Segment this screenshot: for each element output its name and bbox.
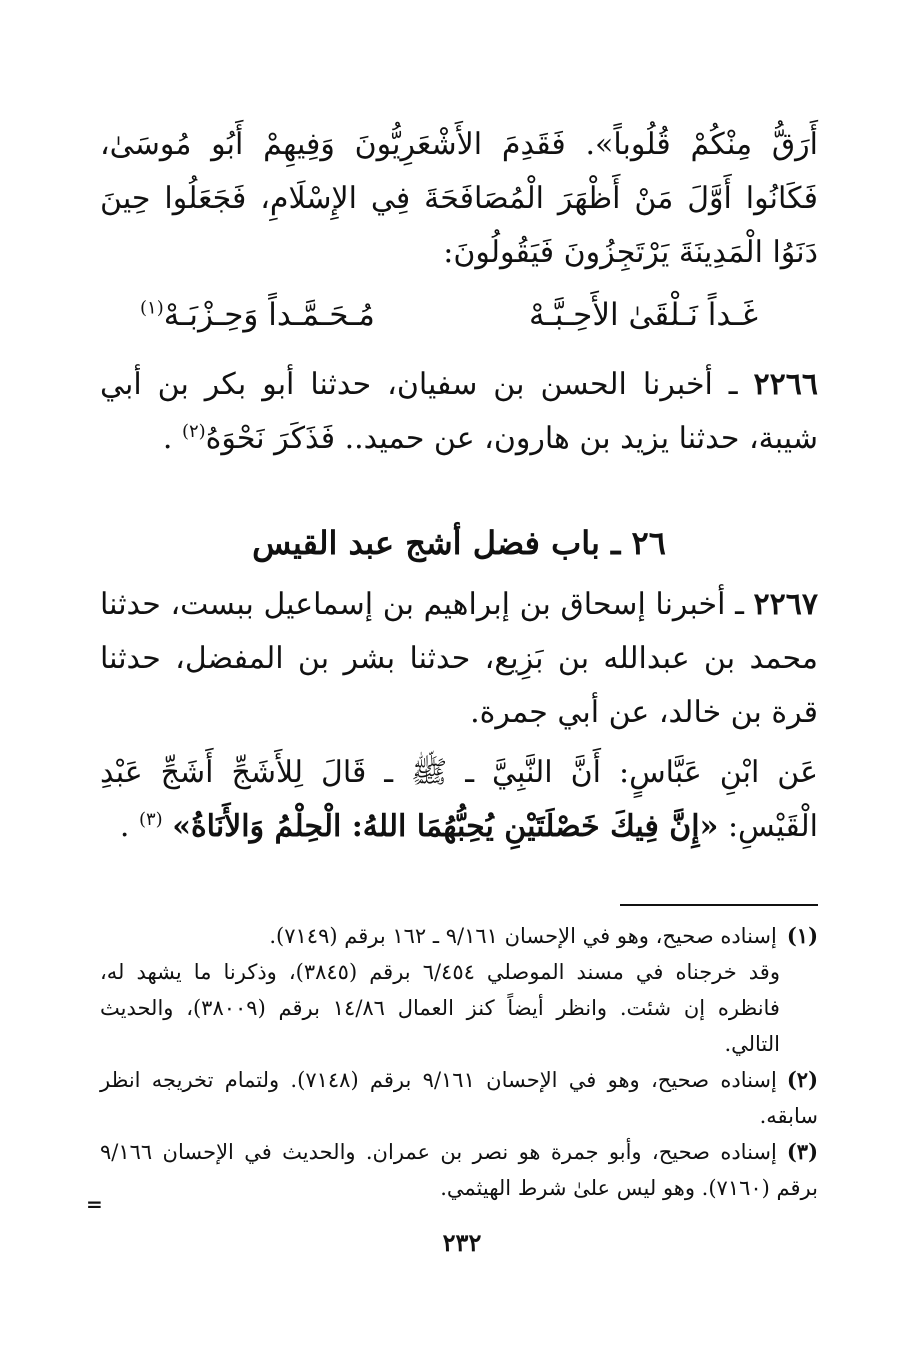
hadith-2267-quote: «إِنَّ فِيكَ خَصْلَتَيْنِ يُحِبُّهُمَا اللهُ: الْحِلْمُ وَالأَنَاةُ» xyxy=(172,809,719,844)
hadith-2266: ٢٢٦٦ ـ أخبرنا الحسن بن سفيان، حدثنا أبو بكر بن أبي شيبة، حدثنا يزيد بن هارون، عن حميد.. فَذَكَرَ نَحْوَهُ$^{(٢)}$ . xyxy=(100,367,818,456)
hadith-number-2266: ٢٢٦٦ xyxy=(753,367,818,402)
hadith-number-2267: ٢٢٦٧ xyxy=(753,587,818,622)
verse-second-hemistich xyxy=(140,288,375,342)
footnote-1 xyxy=(100,918,818,954)
main-text xyxy=(100,118,818,854)
paragraph-continuation: أَرَقُّ مِنْكُمْ قُلُوباً». فَقَدِمَ الأَشْعَرِيُّونَ وَفِيهِمْ أَبُو مُوسَىٰ، فَكَانُوا أَوَّلَ مَنْ أَظْهَرَ الْمُصَافَحَةَ فِي الإِسْلَامِ، فَجَعَلُوا حِينَ دَنَوُا الْمَدِينَةَ يَرْتَجِزُونَ فَيَقُولُونَ: xyxy=(100,127,818,270)
footnote-1-continuation: وقد خرجناه في مسند الموصلي ٦/٤٥٤ برقم (٣٨٤٥)، وذكرنا ما يشهد له، فانظره إن شئت. وانظر أيضاً كنز العمال ١٤/٨٦ برقم (٣٨٠٠٩)، والحديث التالي. xyxy=(100,960,780,1056)
footnote-ref-1: (١) xyxy=(140,297,164,319)
hadith-2266-text: ـ أخبرنا الحسن بن سفيان، حدثنا أبو بكر بن أبي شيبة، حدثنا يزيد بن هارون، عن حميد.. فَذَكَرَ نَحْوَهُ xyxy=(100,367,818,456)
poetry-verse xyxy=(100,288,818,342)
hadith-2267-matn: عَن ابْنِ عَبَّاسٍ: أَنَّ النَّبِيَّ ـ ﷺ ـ قَالَ لِلأَشَجِّ أَشَجِّ عَبْدِ الْقَيْسِ: «إِنَّ فِيكَ خَصْلَتَيْنِ يُحِبُّهُمَا اللهُ: الْحِلْمُ وَالأَنَاةُ» $^{(٣)}$ . xyxy=(100,755,818,844)
footnote-2-mark: (٢) xyxy=(786,1067,819,1092)
footnote-1-mark: (١) xyxy=(786,923,818,948)
page-number: ٢٣٢ xyxy=(442,1228,482,1257)
footnote-3-mark: (٣) xyxy=(786,1139,818,1164)
hadith-2267-matn-intro: عَن ابْنِ عَبَّاسٍ: أَنَّ النَّبِيَّ ـ ﷺ ـ قَالَ لِلأَشَجِّ أَشَجِّ عَبْدِ الْقَيْسِ: xyxy=(100,755,818,844)
hadith-2267-isnad-text: ـ أخبرنا إسحاق بن إبراهيم بن إسماعيل ببست، حدثنا محمد بن عبدالله بن بَزِيع، حدثنا بشر بن المفضل، حدثنا قرة بن خالد، عن أبي جمرة. xyxy=(100,587,818,730)
footnote-1-line-1: إسناده صحيح، وهو في الإحسان ٩/١٦١ ـ ١٦٢ برقم (٧١٤٩). xyxy=(269,924,777,948)
hadith-2267-isnad xyxy=(100,578,818,740)
footnote-3 xyxy=(100,1134,818,1206)
chapter-heading: ٢٦ ـ باب فضل أشج عبد القيس xyxy=(252,524,666,562)
footnote-ref-2: (٢) xyxy=(181,421,206,442)
footnotes xyxy=(100,918,818,1206)
footnote-2 xyxy=(100,1062,818,1134)
verse-second-text: مُـحَـمَّـداً وَحِـزْبَـهْ xyxy=(163,297,375,333)
footnote-ref-3: (٣) xyxy=(138,809,163,830)
margin-equals-mark: = xyxy=(86,1192,103,1216)
footnote-3-line-1: إسناده صحيح، وأبو جمرة هو نصر بن عمران. والحديث في الإحسان ٩/١٦٦ برقم (٧١٦٠). وهو ليس علىٰ شرط الهيثمي. xyxy=(100,1140,818,1200)
footnote-2-line-1: إسناده صحيح، وهو في الإحسان ٩/١٦١ برقم (٧١٤٨). ولتمام تخريجه انظر سابقه. xyxy=(100,1068,818,1128)
footnote-separator xyxy=(620,904,818,906)
verse-first-hemistich: غَـداً نَـلْقَىٰ الأَحِـبَّـهْ xyxy=(529,297,758,333)
